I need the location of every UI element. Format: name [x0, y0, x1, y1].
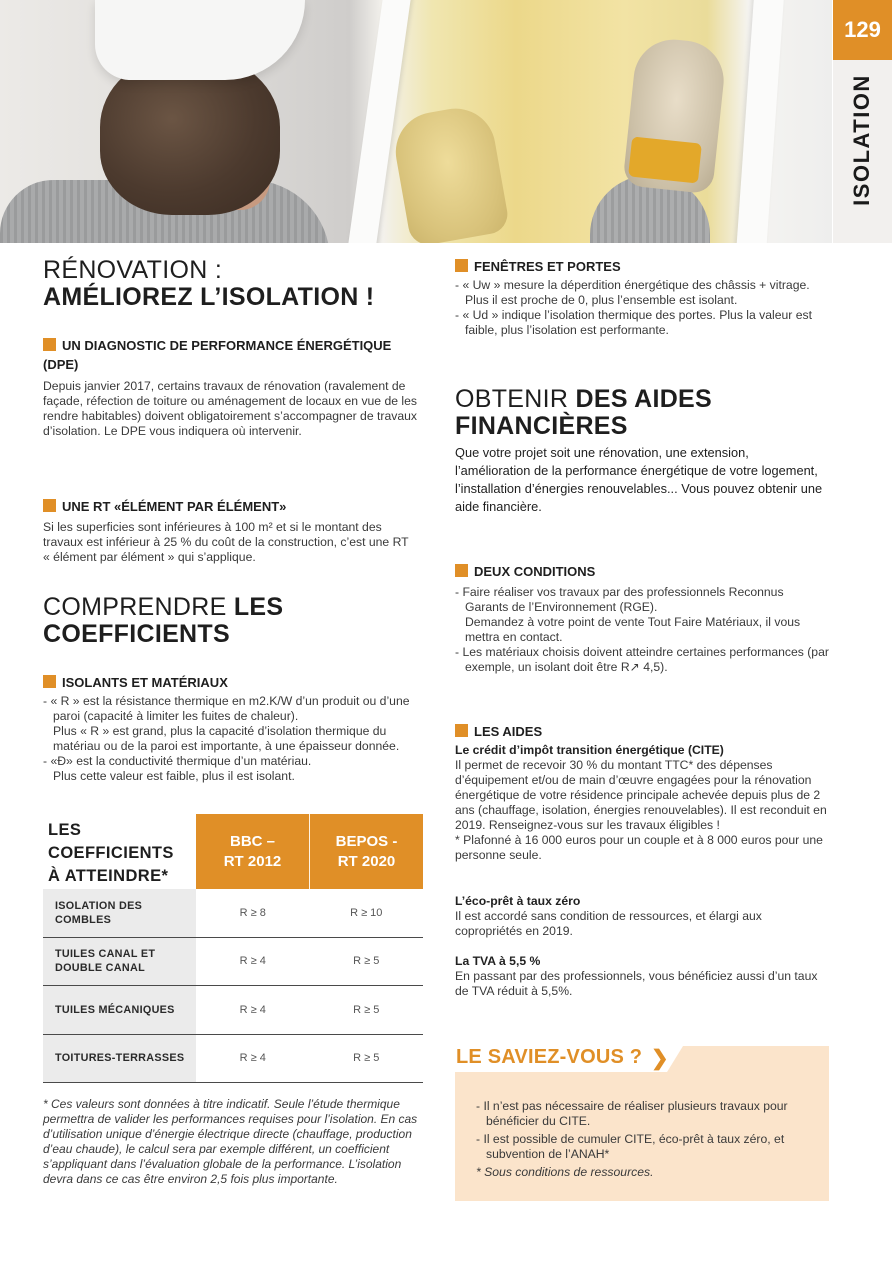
isolants-body	[43, 694, 418, 784]
row-label-line2: COMBLES	[55, 913, 112, 926]
dpe-heading-line2: (DPE)	[43, 357, 79, 372]
eco-pret-body: Il est accordé sans condition de ressources, et élargi aux copropriétés en 2019.	[455, 909, 762, 938]
column-header-bbc-line2: RT 2012	[223, 852, 282, 870]
row-label-line1: TUILES CANAL ET	[55, 948, 156, 961]
column-header-bbc	[196, 814, 309, 889]
photo-frame-right	[736, 0, 785, 243]
orange-square-icon	[43, 675, 56, 688]
table-row	[43, 986, 423, 1035]
tva-section	[455, 954, 830, 999]
table-title-line1: LES	[48, 821, 82, 839]
cell-bbc: R ≥ 4	[239, 1003, 266, 1016]
fenetres-item-2: - « Ud » indique l’isolation thermique des portes. Plus la valeur est faible, plus l’isolation est performante.	[455, 308, 813, 337]
table-header	[43, 814, 423, 889]
fenetres-item-1: - « Uw » mesure la déperdition énergétique des châssis + vitrage. Plus il est proche de 0, plus l’ensemble est isolant.	[455, 278, 810, 307]
cell-bepos: R ≥ 10	[350, 906, 383, 919]
row-label	[43, 889, 196, 937]
conditions-body	[455, 585, 830, 675]
cite-section	[455, 743, 830, 863]
aides-title-bold-1: DES AIDES	[575, 385, 713, 413]
coefficients-table	[43, 814, 423, 1083]
tva-title: La TVA à 5,5 %	[455, 954, 541, 968]
row-label-line1: TOITURES-TERRASSES	[55, 1052, 185, 1065]
conditions-item-1-cont: Demandez à votre point de vente Tout Faire Matériaux, il vous mettra en contact.	[465, 615, 801, 644]
photo-hard-hat	[95, 0, 305, 80]
isolants-item-1-cont: Plus « R » est grand, plus la capacité d’isolation thermique du matériau ou de la paroi est importante, à une épaisseur donnée.	[53, 724, 400, 753]
coefficients-title-light: COMPRENDRE	[43, 593, 227, 621]
orange-square-icon	[43, 338, 56, 351]
conditions-item-2: - Les matériaux choisis doivent atteindre certaines performances (par exemple, un isolant doit être R↗ 4,5).	[455, 645, 829, 674]
conditions-heading	[455, 562, 595, 581]
orange-square-icon	[455, 564, 468, 577]
eco-pret-section	[455, 894, 830, 939]
cell-bbc: R ≥ 8	[239, 906, 266, 919]
renovation-title-light: RÉNOVATION :	[43, 256, 223, 284]
dpe-heading-line1: UN DIAGNOSTIC DE PERFORMANCE ÉNERGÉTIQUE	[62, 338, 392, 353]
aides-title-light: OBTENIR	[455, 385, 569, 413]
tva-body: En passant par des professionnels, vous bénéficiez aussi d’un taux de TVA réduit à 5,5%.	[455, 969, 818, 998]
les-aides-heading-text: LES AIDES	[474, 724, 543, 739]
photo-frame-left	[346, 0, 412, 243]
table-row	[43, 938, 423, 987]
orange-square-icon	[455, 259, 468, 272]
dpe-body: Depuis janvier 2017, certains travaux de rénovation (ravalement de façade, réfection de toiture ou aménagement de locaux en vue de les rendre habitables) doivent obligatoirement s’accompagner de travaux d’isolation. Le DPE vous indiquera où intervenir.	[43, 379, 417, 438]
fenetres-heading	[455, 257, 621, 276]
fenetres-heading-text: FENÊTRES ET PORTES	[474, 259, 621, 274]
row-label	[43, 986, 196, 1034]
cite-note: * Plafonné à 16 000 euros pour un couple et à 8 000 euros pour une personne seule.	[455, 833, 823, 862]
column-header-bepos-line1: BEPOS -	[335, 832, 398, 850]
dpe-heading	[43, 336, 391, 374]
row-label-line1: ISOLATION DES	[55, 899, 143, 912]
les-aides-heading	[455, 722, 542, 741]
aides-lead: Que votre projet soit une rénovation, une extension, l’amélioration de la performance énergétique de votre logement, l’installation d’énergies renouvelables... Vous pouvez obtenir une aide financière.	[455, 445, 823, 514]
cell-bepos: R ≥ 5	[353, 955, 380, 968]
table-footnote: * Ces valeurs sont données à titre indicatif. Seule l’étude thermique permettra de valider les performances requises pour l’isolation. En cas d’utilisation unique d’énergie électrique directe (chauffage, production d’eau chaude), le calcul sera par exemple différent, un coefficient s’appliquant dans l’évaluation globale de la performance. L’isolation devra dans ce cas être environ 2,5 fois plus importante.	[43, 1097, 418, 1186]
rt-heading-text: UNE RT «ÉLÉMENT PAR ÉLÉMENT»	[62, 499, 287, 514]
page-number: 129	[833, 0, 892, 60]
row-label-line2: DOUBLE CANAL	[55, 962, 145, 975]
row-label	[43, 938, 196, 986]
cell-bepos: R ≥ 5	[353, 1003, 380, 1016]
saviez-vous-note: * Sous conditions de ressources.	[476, 1165, 654, 1179]
orange-square-icon	[455, 724, 468, 737]
cite-title: Le crédit d’impôt transition énergétique (CITE)	[455, 743, 724, 757]
aides-title-bold-2: FINANCIÈRES	[455, 412, 628, 440]
renovation-title	[43, 257, 374, 311]
table-row	[43, 1035, 423, 1084]
photo-glove-cuff	[628, 136, 702, 183]
column-header-bepos-line2: RT 2020	[337, 852, 396, 870]
photo-glove-left	[389, 102, 510, 243]
isolants-item-2-cont: Plus cette valeur est faible, plus il est isolant.	[53, 769, 295, 783]
saviez-vous-item-1: - Il n’est pas nécessaire de réaliser plusieurs travaux pour bénéficier du CITE.	[476, 1099, 788, 1128]
aides-title	[455, 386, 712, 440]
conditions-item-1: - Faire réaliser vos travaux par des professionnels Reconnus Garants de l’Environnement (RGE).	[455, 585, 784, 614]
saviez-vous-item-2: - Il est possible de cumuler CITE, éco-prêt à taux zéro, et subvention de l’ANAH*	[476, 1132, 785, 1161]
rt-heading	[43, 497, 286, 516]
section-tab-label: ISOLATION	[849, 74, 874, 206]
table-title	[43, 814, 196, 889]
hero-photo	[0, 0, 832, 243]
cell-bbc: R ≥ 4	[239, 955, 266, 968]
isolants-heading	[43, 673, 228, 692]
coefficients-title-bold-1: LES	[233, 593, 284, 621]
conditions-heading-text: DEUX CONDITIONS	[474, 564, 596, 579]
column-header-bepos	[309, 814, 423, 889]
renovation-title-bold: AMÉLIOREZ L’ISOLATION !	[43, 283, 375, 311]
isolants-item-1: - « R » est la résistance thermique en m2.K/W d’un produit ou d’une paroi (capacité à limiter les fuites de chaleur).	[43, 694, 410, 723]
rt-body: Si les superficies sont inférieures à 100 m² et si le montant des travaux est inférieur à 25 % du coût de la construction, c’est une RT « élément par élément » qui s’applique.	[43, 520, 409, 564]
eco-pret-title: L’éco-prêt à taux zéro	[455, 894, 581, 908]
coefficients-title	[43, 594, 283, 648]
table-title-line2: COEFFICIENTS	[48, 844, 174, 862]
column-header-bbc-line1: BBC –	[229, 832, 275, 850]
table-row	[43, 889, 423, 938]
saviez-vous-body	[476, 1099, 821, 1180]
isolants-item-2: - «Đ» est la conductivité thermique d’un matériau.	[43, 754, 312, 768]
coefficients-title-bold-2: COEFFICIENTS	[43, 620, 230, 648]
saviez-vous-title: LE SAVIEZ-VOUS ?	[456, 1046, 643, 1068]
orange-square-icon	[43, 499, 56, 512]
row-label-line1: TUILES MÉCANIQUES	[55, 1003, 175, 1016]
chevron-right-icon: ❯	[651, 1047, 669, 1070]
cite-body: Il permet de recevoir 30 % du montant TTC* des dépenses d’équipement et/ou de main d’œuvre engagées pour la rénovation énergétique de votre résidence principale achevée depuis plus de 2 ans (chauffage, isolation, énergies renouvelables). Il est reconduit en 2019. Renseignez-vous sur les travaux éligibles !	[455, 758, 827, 832]
row-label	[43, 1035, 196, 1083]
cell-bepos: R ≥ 5	[353, 1052, 380, 1065]
isolants-heading-text: ISOLANTS ET MATÉRIAUX	[62, 675, 228, 690]
fenetres-body	[455, 278, 830, 338]
table-title-line3: À ATTEINDRE*	[48, 867, 169, 885]
cell-bbc: R ≥ 4	[239, 1052, 266, 1065]
